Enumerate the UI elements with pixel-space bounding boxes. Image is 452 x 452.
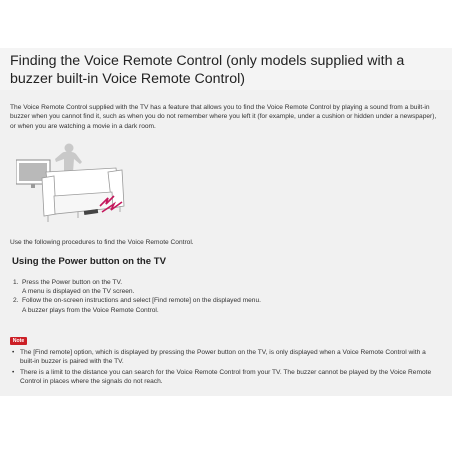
note-item xyxy=(12,348,432,367)
notes-list xyxy=(12,348,432,387)
step-item xyxy=(12,296,432,314)
steps-list xyxy=(12,278,432,315)
tv-sofa-remote-buzzer-illustration xyxy=(16,142,134,226)
note-badge: Note xyxy=(10,337,27,345)
step-number: 1. xyxy=(13,279,19,286)
sofa-icon xyxy=(42,168,124,222)
note-text: The [Find remote] option, which is displayed by pressing the Power button on the TV, is only displayed when a Voice Remote Control with a built-in buzzer is paired with the TV. xyxy=(20,349,426,366)
section-heading: Using the Power button on the TV xyxy=(12,256,167,267)
bullet-icon: • xyxy=(12,368,15,376)
step-subtext: A menu is displayed on the TV screen. xyxy=(22,288,135,296)
person-icon xyxy=(55,144,82,173)
intro-paragraph: The Voice Remote Control supplied with the TV has a feature that allows you to find the Voice Remote Control by playing a sound from a built-in buzzer when you cannot find it, such as when you do not remember where you left it (for example, under a cushion or hidden under a newspaper), or when you are watching a movie in a dark room. xyxy=(10,104,437,130)
step-subtext: A buzzer plays from the Voice Remote Control. xyxy=(22,306,159,314)
step-text: Follow the on-screen instructions and select [Find remote] on the displayed menu. xyxy=(22,297,261,305)
procedure-lead-text: Use the following procedures to find the Voice Remote Control. xyxy=(10,239,194,246)
step-number: 2. xyxy=(13,297,19,305)
note-text: There is a limit to the distance you can search for the Voice Remote Control from your TV. The buzzer cannot be played by the Voice Remote Control in places where the signals do not reach. xyxy=(20,368,432,385)
step-item xyxy=(12,278,432,296)
note-item xyxy=(12,368,432,387)
bullet-icon: • xyxy=(12,349,15,356)
step-text: Press the Power button on the TV. xyxy=(22,279,123,286)
page-title: Finding the Voice Remote Control (only models supplied with a buzzer built-in Voice Remote Control) xyxy=(10,53,405,87)
